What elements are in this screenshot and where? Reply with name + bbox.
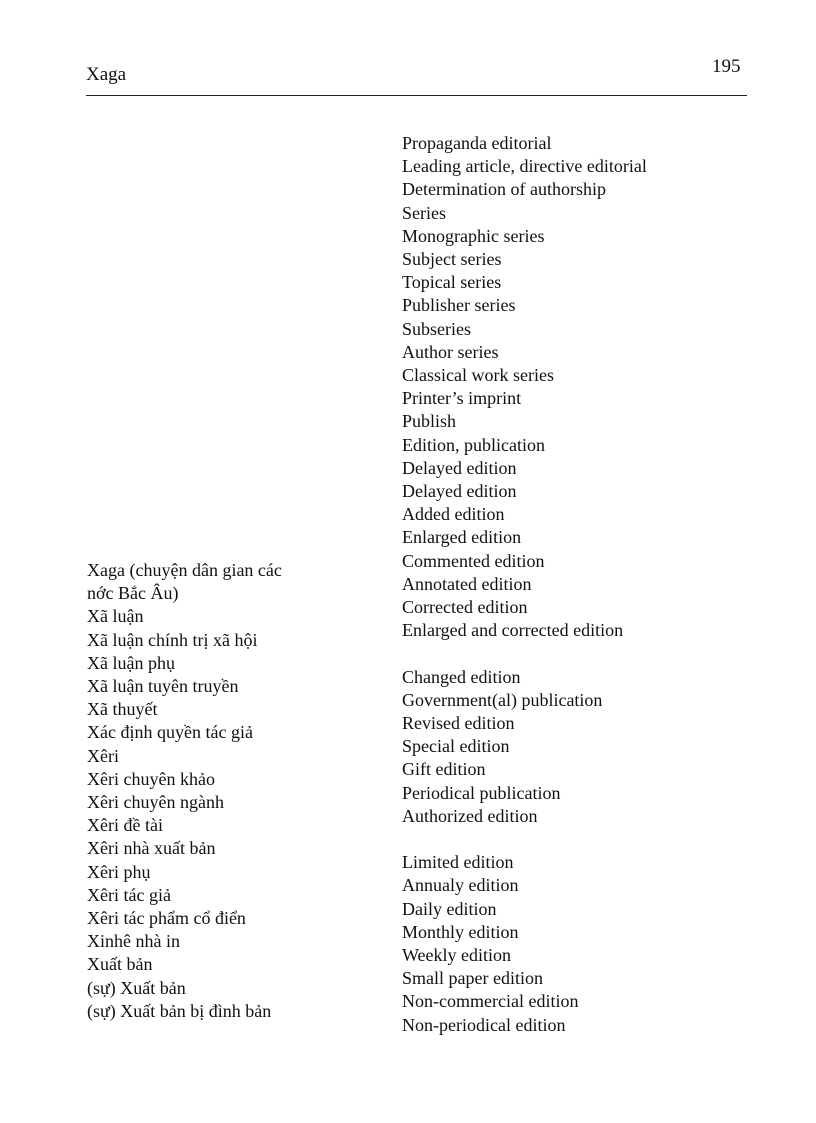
vietnamese-term: (sự) Xuất bản bị đình bản: [87, 1000, 272, 1021]
english-term: Monographic series: [402, 225, 545, 246]
english-term: Leading article, directive editorial: [402, 156, 647, 177]
english-term: Commented edition: [402, 550, 545, 571]
vietnamese-term: Xaga (chuyện dân gian các: [87, 560, 282, 580]
vietnamese-term: Xêri chuyên khảo: [87, 768, 215, 789]
vietnamese-term: Xã thuyết: [87, 699, 158, 720]
english-term: Government(al) publication: [402, 689, 603, 710]
english-term-column: [402, 132, 647, 1037]
vietnamese-term-column: [87, 559, 282, 1023]
vietnamese-term: nớc Bắc Âu): [87, 583, 179, 604]
vietnamese-term: Xêri chuyên ngành: [87, 792, 224, 813]
english-term: Edition, publication: [402, 434, 545, 455]
running-header-title: Xaga: [86, 64, 127, 85]
english-term: Enlarged and corrected edition: [402, 620, 624, 641]
english-term: Daily edition: [402, 898, 497, 919]
vietnamese-term: Xác định quyền tác giả: [87, 722, 253, 743]
english-term: Delayed edition: [402, 457, 517, 478]
english-term: Gift edition: [402, 759, 486, 780]
english-term: Weekly edition: [402, 945, 512, 966]
vietnamese-term: Xã luận chính trị xã hội: [87, 629, 258, 650]
english-term: Periodical publication: [402, 782, 561, 803]
vietnamese-term: Xêri: [87, 745, 119, 766]
english-term: Determination of authorship: [402, 179, 606, 200]
header-rule: [86, 95, 747, 96]
english-term: Publisher series: [402, 295, 516, 316]
vietnamese-term: Xã luận tuyên truyền: [87, 676, 239, 697]
vietnamese-term: Xêri tác giả: [87, 884, 171, 905]
english-term: Annualy edition: [402, 875, 519, 896]
english-term: Series: [402, 202, 446, 223]
english-term: Authorized edition: [402, 805, 538, 826]
english-term: Changed edition: [402, 666, 521, 687]
vietnamese-term: Xã luận: [87, 606, 144, 627]
english-term: Monthly edition: [402, 921, 519, 942]
english-term: Corrected edition: [402, 597, 528, 618]
english-term: Annotated edition: [402, 573, 532, 594]
english-term: Subseries: [402, 318, 471, 339]
english-term: Propaganda editorial: [402, 133, 552, 153]
vietnamese-term: Xêri nhà xuất bản: [87, 838, 216, 859]
english-term: Subject series: [402, 249, 502, 270]
vietnamese-term: Xêri tác phẩm cổ điển: [87, 908, 246, 929]
vietnamese-term: Xêri phụ: [87, 861, 151, 882]
english-term: Special edition: [402, 736, 510, 757]
english-term: Revised edition: [402, 713, 515, 734]
english-term: Printer’s imprint: [402, 388, 522, 409]
english-term: Enlarged edition: [402, 527, 522, 548]
english-term: Classical work series: [402, 365, 554, 386]
english-term: Topical series: [402, 272, 502, 293]
vietnamese-term: Xêri đề tài: [87, 815, 163, 836]
vietnamese-term: Xinhê nhà in: [87, 931, 180, 952]
english-term: Limited edition: [402, 852, 514, 873]
english-term: Small paper edition: [402, 968, 543, 989]
english-term: Non-periodical edition: [402, 1014, 566, 1035]
blank-line: [402, 828, 647, 851]
english-term: Delayed edition: [402, 481, 517, 502]
english-term: Publish: [402, 411, 457, 432]
vietnamese-term: Xã luận phụ: [87, 652, 175, 673]
blank-line: [402, 642, 647, 665]
vietnamese-term: Xuất bản: [87, 954, 153, 975]
vietnamese-term: (sự) Xuất bản: [87, 977, 186, 998]
english-term: Non-commercial edition: [402, 991, 579, 1012]
page-number: 195: [712, 56, 741, 77]
english-term: Author series: [402, 341, 499, 362]
english-term: Added edition: [402, 504, 505, 525]
